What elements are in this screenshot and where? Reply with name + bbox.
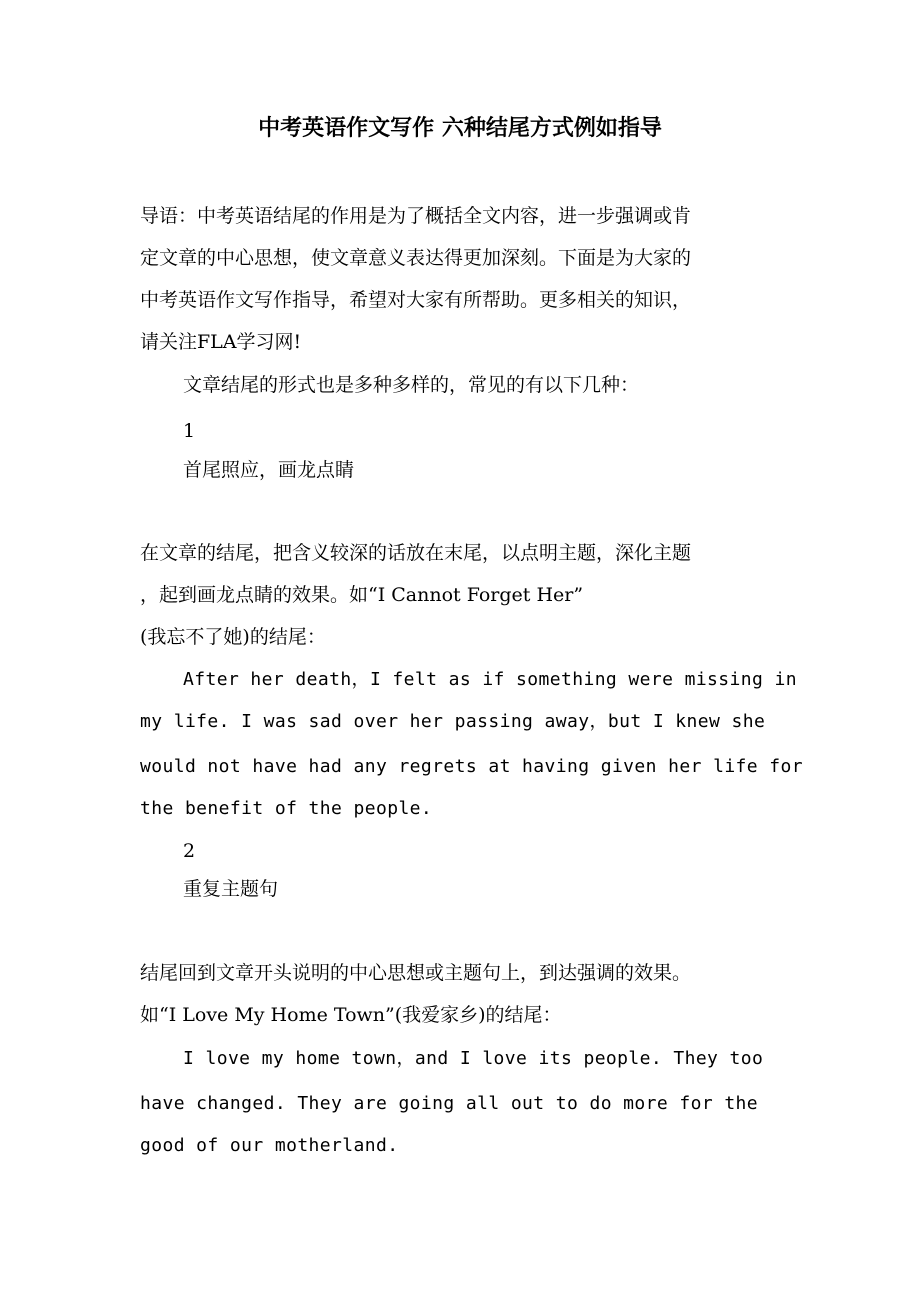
intro-line-1: 导语：中考英语结尾的作用是为了概括全文内容，进一步强调或肯 bbox=[140, 205, 692, 227]
section-1-example-line-4: the benefit of the people. bbox=[140, 798, 433, 819]
section-2-number: 2 bbox=[183, 840, 196, 862]
section-2-heading: 重复主题句 bbox=[183, 878, 279, 900]
section-1-example-line-2: my life. I was sad over her passing away，but I knew she bbox=[140, 711, 766, 732]
section-1-example-line-3: would not have had any regrets at having given her life for bbox=[140, 756, 803, 777]
intro-line-2: 定文章的中心思想，使文章意义表达得更加深刻。下面是为大家的 bbox=[140, 247, 692, 269]
section-2-example-line-2: have changed. They are going all out to do more for the bbox=[140, 1093, 759, 1114]
lead-sentence: 文章结尾的形式也是多种多样的，常见的有以下几种： bbox=[183, 374, 640, 396]
section-1-example-line-1: After her death，I felt as if something were missing in bbox=[183, 669, 797, 690]
section-2-example-line-1: I love my home town，and I love its people. They too bbox=[183, 1048, 764, 1069]
section-1-number: 1 bbox=[183, 420, 196, 442]
section-1-desc-line-3: (我忘不了她)的结尾： bbox=[140, 626, 326, 648]
section-2-desc-line-1: 结尾回到文章开头说明的中心思想或主题句上，到达强调的效果。 bbox=[140, 962, 692, 984]
section-2-desc-line-2: 如“I Love My Home Town”(我爱家乡)的结尾： bbox=[140, 1004, 562, 1026]
intro-line-3: 中考英语作文写作指导，希望对大家有所帮助。更多相关的知识， bbox=[140, 289, 692, 311]
section-2-example-line-3: good of our motherland. bbox=[140, 1135, 399, 1156]
section-1-desc-line-1: 在文章的结尾，把含义较深的话放在末尾，以点明主题，深化主题 bbox=[140, 542, 692, 564]
intro-line-4: 请关注FLA学习网! bbox=[140, 331, 302, 353]
document-title: 中考英语作文写作 六种结尾方式例如指导 bbox=[258, 115, 662, 141]
section-1-heading: 首尾照应，画龙点睛 bbox=[183, 459, 355, 481]
section-1-desc-line-2: ，起到画龙点睛的效果。如“I Cannot Forget Her” bbox=[140, 584, 584, 606]
